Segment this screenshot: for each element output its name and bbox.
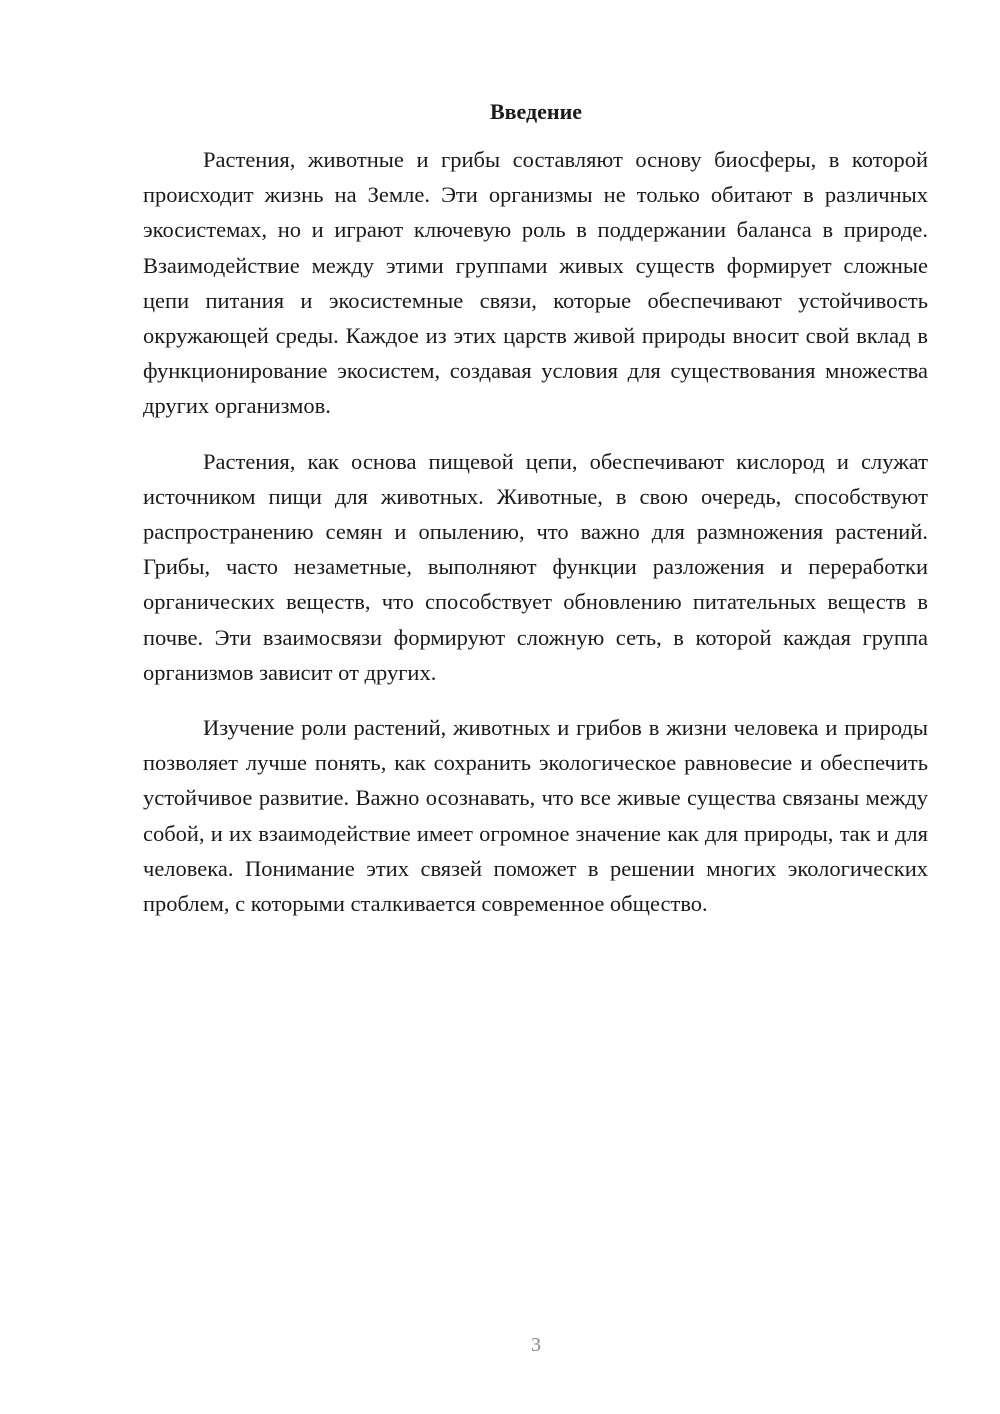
paragraph-2: Растения, как основа пищевой цепи, обеспечивают кислород и служат источником пищи для животных. Животные, в свою очередь, способствуют распространению семян и опылению, что важно для размножения растений. Грибы, часто незаметные, выполняют функции разложения и переработки органических веществ, что способствует обновлению питательных веществ в почве. Эти взаимосвязи формируют сложную сеть, в которой каждая группа организмов зависит от других. xyxy=(143,448,928,685)
page-number: 3 xyxy=(531,1334,541,1356)
paragraph-1: Растения, животные и грибы составляют основу биосферы, в которой происходит жизнь на Земле. Эти организмы не только обитают в различных экосистемах, но и играют ключевую роль в поддержании баланса в природе. Взаимодействие между этими группами живых существ формирует сложные цепи питания и экосистемные связи, которые обеспечивают устойчивость окружающей среды. Каждое из этих царств живой природы вносит свой вклад в функционирование экосистем, создавая условия для существования множества других организмов. xyxy=(143,147,928,419)
section-heading: Введение xyxy=(489,99,583,124)
body-text xyxy=(143,142,928,941)
paragraph-3: Изучение роли растений, животных и грибов в жизни человека и природы позволяет лучше понять, как сохранить экологическое равновесие и обеспечить устойчивое развитие. Важно осознавать, что все живые существа связаны между собой, и их взаимодействие имеет огромное значение как для природы, так и для человека. Понимание этих связей поможет в решении многих экологических проблем, с которыми сталкивается современное общество. xyxy=(143,715,928,917)
